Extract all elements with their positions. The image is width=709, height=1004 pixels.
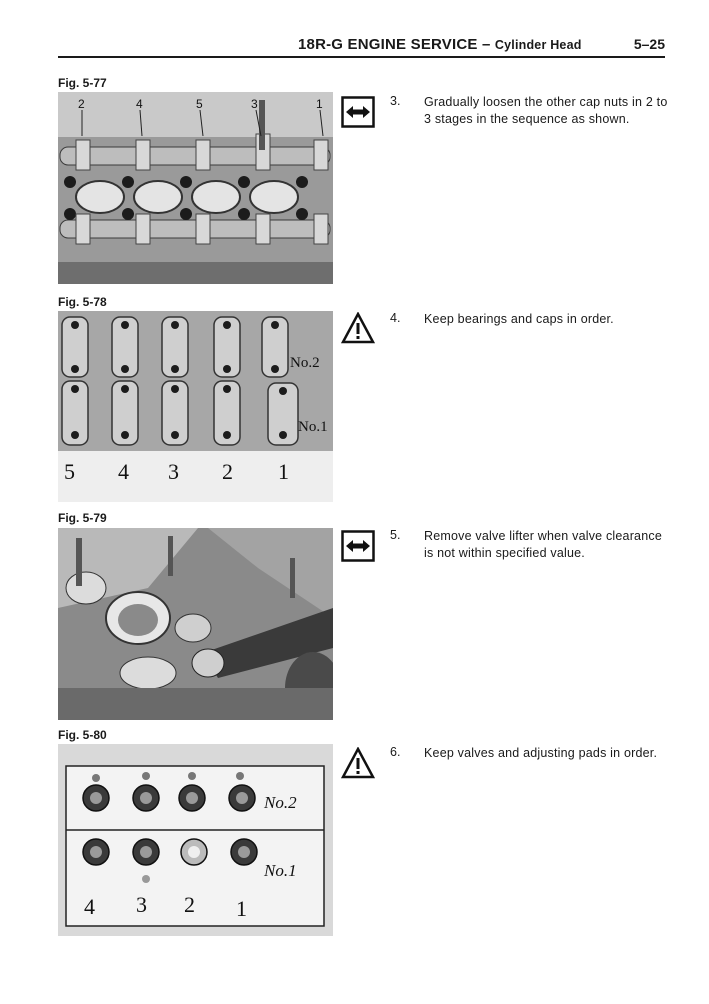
- callout-5: 5: [196, 97, 203, 111]
- figure-5-77-photo: [58, 92, 333, 284]
- step-number: 6.: [390, 745, 401, 759]
- figure-5-79-photo: [58, 528, 333, 720]
- step-text: Keep valves and adjusting pads in order.: [424, 746, 658, 760]
- caution-triangle-icon: [341, 312, 375, 344]
- step-text: Gradually loosen the other cap nuts in 2 to 3 stages in the sequence as shown.: [424, 95, 668, 126]
- figure-5-80-photo: [58, 744, 333, 936]
- mark-no2: No.2: [290, 355, 320, 371]
- cap-number-4: 4: [118, 459, 129, 484]
- cap-number-2: 2: [222, 459, 233, 484]
- callout-2: 2: [78, 97, 85, 111]
- figure-label: Fig. 5-77: [58, 76, 107, 90]
- callout-3: 3: [251, 97, 258, 111]
- callout-1: 1: [316, 97, 323, 111]
- cap-number-5: 5: [64, 459, 75, 484]
- section-subtitle: Cylinder Head: [494, 38, 582, 52]
- figure-5-78-photo: [58, 311, 333, 502]
- pad-number-4: 4: [84, 894, 95, 919]
- step-number: 5.: [390, 528, 401, 542]
- cap-number-1: 1: [278, 459, 289, 484]
- callout-4: 4: [136, 97, 143, 111]
- page-header: [58, 34, 665, 58]
- header-rule: [58, 56, 665, 58]
- step-text: Keep bearings and caps in order.: [424, 312, 614, 326]
- cap-number-3: 3: [168, 459, 179, 484]
- mark-no2: No.2: [264, 793, 297, 812]
- page-number: 5–25: [633, 36, 665, 52]
- disassembly-arrows-icon: [341, 96, 375, 128]
- figure-label: Fig. 5-78: [58, 295, 107, 309]
- figure-label: Fig. 5-79: [58, 511, 107, 525]
- step-text: Remove valve lifter when valve clearance is not within specified value.: [424, 529, 662, 560]
- step-number: 3.: [390, 94, 401, 108]
- figure-label: Fig. 5-80: [58, 728, 107, 742]
- section-title: 18R-G ENGINE SERVICE – Cylinder Head: [298, 36, 582, 53]
- pad-number-2: 2: [184, 892, 195, 917]
- step-number: 4.: [390, 311, 401, 325]
- pad-number-3: 3: [136, 892, 147, 917]
- mark-no1: No.1: [298, 419, 328, 435]
- pad-number-1: 1: [236, 896, 247, 921]
- disassembly-arrows-icon: [341, 530, 375, 562]
- mark-no1: No.1: [264, 861, 297, 880]
- caution-triangle-icon: [341, 747, 375, 779]
